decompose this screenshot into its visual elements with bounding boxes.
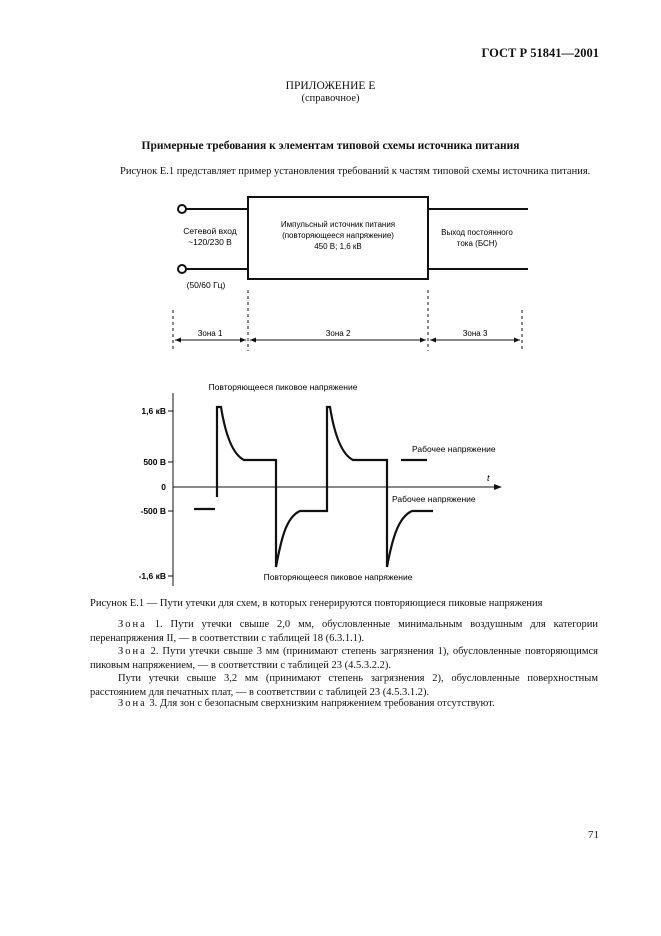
peak-label-top: Повторяющееся пиковое напряжение <box>208 382 358 392</box>
tick-label-2: 500 В <box>143 457 166 467</box>
zone1-label: Зона 1 <box>197 329 223 338</box>
tick-label-4: -500 В <box>140 506 166 516</box>
box-label-3: 450 В; 1,6 кВ <box>314 242 362 251</box>
zone-paragraph-4-label: Зона <box>118 698 147 709</box>
tick-label-5: -1,6 кВ <box>138 571 166 581</box>
page-number: 71 <box>588 829 599 841</box>
tick-label-3: 0 <box>161 482 166 492</box>
zone-paragraph-2-label: Зона <box>118 646 147 657</box>
zone-paragraph-4 <box>90 697 598 711</box>
appendix-subtitle: (справочное) <box>301 93 360 104</box>
output-label-1: Выход постоянного <box>441 228 513 237</box>
zone-paragraph-1 <box>90 618 598 645</box>
time-axis-arrow <box>494 484 502 490</box>
output-label-2: тока (БСН) <box>456 239 498 248</box>
zone3-label: Зона 3 <box>462 329 488 338</box>
tick-label-1: 1,6 кВ <box>141 406 166 416</box>
zone-paragraph-2-text: 2. Пути утечки свыше 3 мм (принимают степень загрязнения 1), обусловленные повторяющимся пиковым напряжением, — в соответствии с таблицей 23 (4.5.3.2.2). <box>90 646 598 671</box>
appendix-title: ПРИЛОЖЕНИЕ Е <box>285 80 376 92</box>
input-label-2: ~120/230 В <box>188 237 232 247</box>
zone-paragraph-3 <box>90 672 598 699</box>
zone-paragraph-1-label: Зона <box>118 619 147 630</box>
section-title: Примерные требования к элементам типовой схемы источника питания <box>141 140 520 152</box>
time-axis-label: t <box>487 473 490 483</box>
zone-paragraph-2 <box>90 645 598 672</box>
figure-caption: Рисунок Е.1 — Пути утечки для схем, в которых генерируются повторяющиеся пиковые напряжения <box>90 598 543 609</box>
zone-paragraph-3-text: Пути утечки свыше 3,2 мм (принимают степень загрязнения 2), обусловленные поверхностным расстоянием для печатных плат, — в соответствии с таблицей 23 (4.5.3.1.2). <box>90 673 598 698</box>
box-label-2: (повторяющееся напряжение) <box>282 231 394 240</box>
input-label-1: Сетевой вход <box>183 226 237 236</box>
input-frequency: (50/60 Гц) <box>186 280 226 290</box>
zone-paragraph-1-text: 1. Пути утечки свыше 2,0 мм, обусловленные минимальным воздушным для категории перенапряжения II, — в соответствии с таблицей 18 (6.3.1.1). <box>90 619 598 644</box>
standard-number: ГОСТ Р 51841—2001 <box>481 46 599 60</box>
peak-label-bottom: Повторяющееся пиковое напряжение <box>263 572 413 582</box>
working-label-bottom: Рабочее напряжение <box>392 494 476 504</box>
zone-paragraph-4-text: 3. Для зон с безопасным сверхнизким напряжением требования отсутствуют. <box>146 698 495 709</box>
zone2-label: Зона 2 <box>325 329 351 338</box>
working-label-top: Рабочее напряжение <box>412 444 496 454</box>
box-label-1: Импульсный источник питания <box>280 220 396 229</box>
section-intro: Рисунок Е.1 представляет пример установления требований к частям типовой схемы источника питания. <box>120 166 591 177</box>
